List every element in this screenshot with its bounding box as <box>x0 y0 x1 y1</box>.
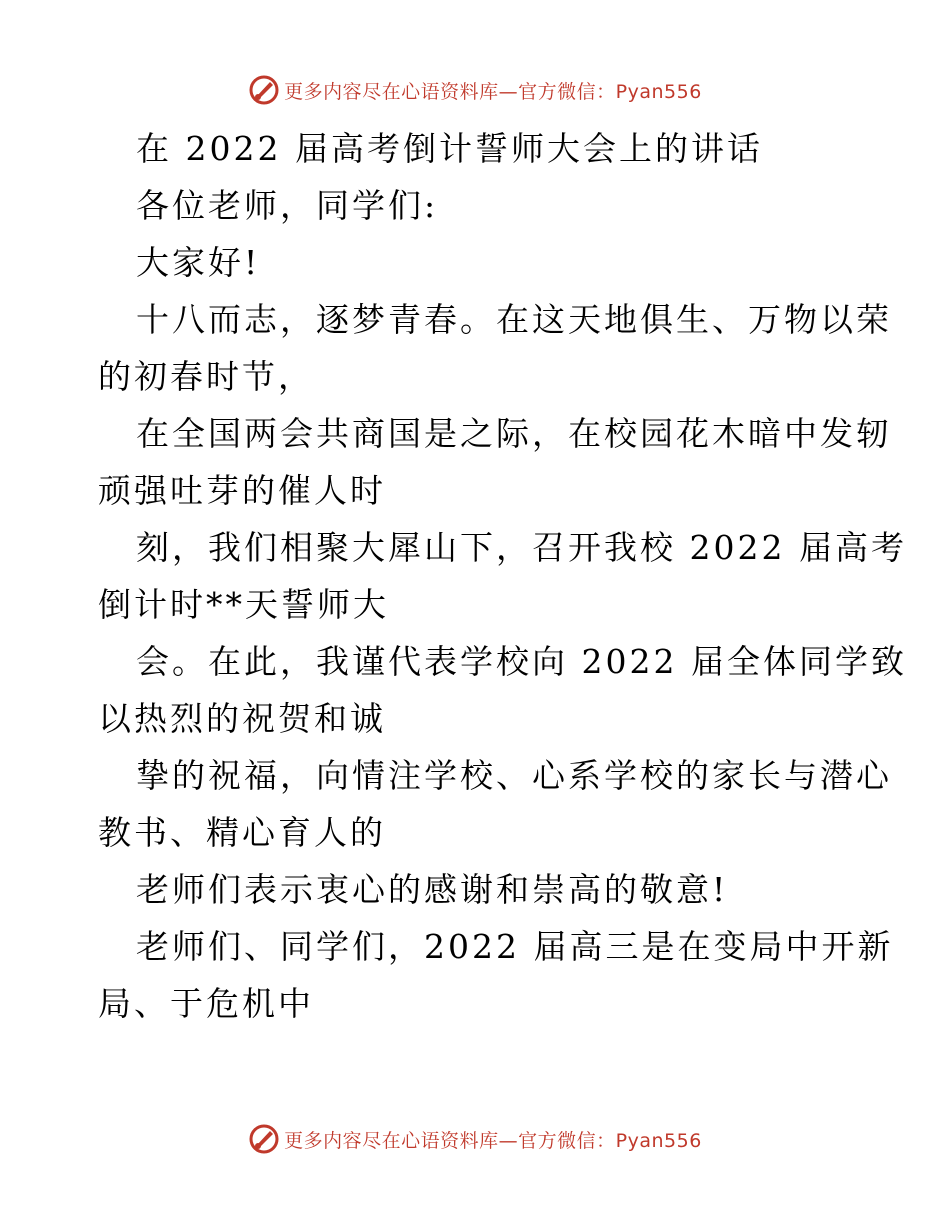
paragraph-line: 在全国两会共商国是之际，在校园花木暗中发轫 <box>136 414 892 453</box>
paragraph-line: 老师们表示衷心的感谢和崇高的敬意! <box>136 870 729 909</box>
paragraph-line: 教书、精心育人的 <box>98 813 386 852</box>
document-body <box>98 120 907 1032</box>
header-banner <box>0 70 950 110</box>
paragraph-line: 的初春时节， <box>98 357 314 396</box>
header-banner-text: 更多内容尽在心语资料库—官方微信：Pyan556 <box>284 80 702 103</box>
paragraph-line: 刻，我们相聚大犀山下，召开我校 2022 届高考 <box>136 528 907 567</box>
salutation: 各位老师，同学们: <box>136 186 439 225</box>
paragraph-line: 十八而志，逐梦青春。在这天地俱生、万物以荣 <box>136 300 892 339</box>
greeting: 大家好! <box>136 243 261 282</box>
document-title: 在 2022 届高考倒计誓师大会上的讲话 <box>136 129 763 168</box>
paragraph-line: 顽强吐芽的催人时 <box>98 471 386 510</box>
paragraph-line: 会。在此，我谨代表学校向 2022 届全体同学致 <box>136 642 907 681</box>
paragraph-line: 挚的祝福，向情注学校、心系学校的家长与潜心 <box>136 756 892 795</box>
paragraph-line: 倒计时**天誓师大 <box>98 585 389 624</box>
paragraph-line: 老师们、同学们，2022 届高三是在变局中开新 <box>136 927 894 966</box>
brush-logo-icon <box>248 74 280 106</box>
paragraph-line: 局、于危机中 <box>98 984 314 1023</box>
brush-logo-icon <box>248 1123 280 1155</box>
footer-banner-text: 更多内容尽在心语资料库—官方微信：Pyan556 <box>284 1129 702 1152</box>
footer-banner <box>0 1119 950 1159</box>
paragraph-line: 以热烈的祝贺和诚 <box>98 699 386 738</box>
